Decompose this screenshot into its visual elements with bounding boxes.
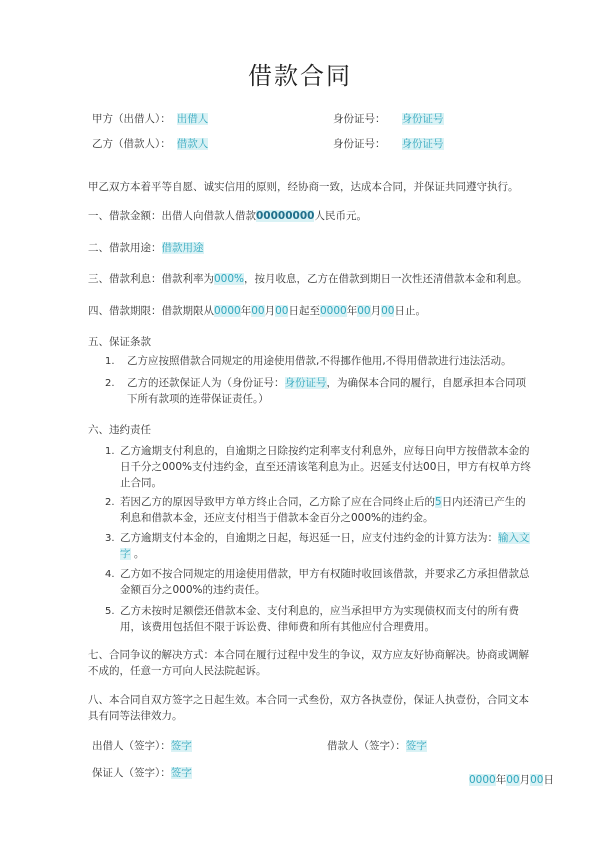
clause-interest bbox=[88, 272, 528, 287]
guarantee-heading: 五、保证条款 bbox=[88, 336, 151, 348]
borrower-id-row bbox=[333, 137, 444, 152]
purpose-prefix: 二、借款用途： bbox=[88, 242, 162, 254]
breach-text: 若因乙方的原因导致甲方单方终止合同，乙方除了应在合同终止后的 bbox=[120, 496, 435, 508]
date-day-field[interactable]: 00 bbox=[530, 774, 544, 786]
guarantee-item-1: 乙方应按照借款合同规定的用途使用借款,不得挪作他用,不得用借款进行违法活动。 bbox=[127, 355, 512, 367]
date-text: 月 bbox=[519, 774, 531, 786]
term-text: 月 bbox=[370, 305, 382, 317]
breach-heading: 六、违约责任 bbox=[88, 424, 151, 436]
breach-item-2-line-2: 利息和借款本金，还应支付相当于借款本金百分之000%的违约金。 bbox=[120, 512, 434, 524]
guarantee-item-number: 2. bbox=[105, 378, 115, 389]
interest-rate-field[interactable]: 000% bbox=[214, 273, 245, 285]
date-month-field[interactable]: 00 bbox=[506, 774, 520, 786]
breach-item-number: 2. bbox=[105, 497, 115, 508]
term-start-day[interactable]: 00 bbox=[275, 305, 289, 317]
lender-signature bbox=[92, 739, 192, 754]
clause-purpose bbox=[88, 241, 204, 256]
guarantor-id-field[interactable]: 身份证号 bbox=[284, 377, 327, 389]
lender-signature-label: 出借人（签字）： bbox=[92, 740, 171, 752]
breach-days-field[interactable]: 5 bbox=[435, 496, 442, 508]
date-text: 年 bbox=[495, 774, 507, 786]
term-text: 日止。 bbox=[394, 305, 426, 317]
borrower-label: 乙方（借款人）： bbox=[92, 138, 171, 150]
borrower-id-label: 身份证号： bbox=[333, 138, 386, 150]
effect-line-2: 具有同等法律效力。 bbox=[88, 710, 183, 722]
term-end-year[interactable]: 0000 bbox=[319, 305, 347, 317]
date-year-field[interactable]: 0000 bbox=[469, 774, 496, 786]
term-end-month[interactable]: 00 bbox=[357, 305, 371, 317]
breach-item-number: 3. bbox=[105, 533, 115, 544]
borrower-row bbox=[92, 137, 208, 152]
breach-item-number: 4. bbox=[105, 569, 115, 580]
dispute-line-1: 七、合同争议的解决方式：本合同在履行过程中发生的争议，双方应友好协商解决。协商或调解 bbox=[88, 649, 529, 661]
breach-item-4-line: 金额百分之000%的违约责任。 bbox=[120, 584, 266, 596]
breach-item-1-line: 日千分之000%支付违约金，直至还清该笔利息为止。迟延支付达00日，甲方有权单方终 bbox=[120, 461, 531, 473]
breach-item-2-line-1 bbox=[120, 495, 526, 510]
date-text: 日 bbox=[543, 774, 554, 786]
page-title: 借款合同 bbox=[248, 62, 352, 90]
dispute-line-2: 不成的，任意一方可向人民法院起诉。 bbox=[88, 665, 267, 677]
breach-item-3-line-1 bbox=[120, 531, 530, 546]
guarantee-item-2-line-1 bbox=[127, 376, 526, 391]
term-text: 日起至 bbox=[288, 305, 320, 317]
breach-item-5-line: 乙方未按时足额偿还借款本金、支付利息的，应当承担甲方为实现债权而支付的所有费 bbox=[120, 605, 519, 617]
lender-row bbox=[92, 112, 208, 127]
term-end-day[interactable]: 00 bbox=[381, 305, 395, 317]
term-start-year[interactable]: 0000 bbox=[214, 305, 241, 317]
interest-prefix: 三、借款利息：借款利率为 bbox=[88, 273, 214, 285]
guarantee-text: 乙方的还款保证人为（身份证号： bbox=[127, 377, 285, 389]
guarantor-signature-field[interactable]: 签字 bbox=[170, 767, 192, 779]
purpose-field[interactable]: 借款用途 bbox=[161, 242, 204, 254]
interest-suffix: ，按月收息，乙方在借款到期日一次性还清借款本金和利息。 bbox=[244, 273, 528, 285]
breach-item-5-line: 用，该费用包括但不限于诉讼费、律师费和所有其他应付合理费用。 bbox=[120, 621, 435, 633]
borrower-signature-label: 借款人（签字）： bbox=[327, 740, 406, 752]
breach-item-3-line-2 bbox=[120, 547, 144, 562]
intro-text: 甲乙双方本着平等自愿、诚实信用的原则，经协商一致，达成本合同，并保证共同遵守执行。 bbox=[88, 181, 519, 193]
breach-method-field[interactable]: 输入文 bbox=[498, 532, 530, 544]
breach-item-1-line: 止合同。 bbox=[120, 477, 162, 489]
amount-prefix: 一、借款金额：出借人向借款人借款 bbox=[88, 210, 256, 222]
guarantee-item-number: 1. bbox=[105, 356, 115, 367]
lender-id-row bbox=[333, 112, 444, 127]
term-text: 月 bbox=[264, 305, 276, 317]
borrower-field[interactable]: 借款人 bbox=[176, 138, 209, 150]
guarantee-text: ，为确保本合同的履行，自愿承担本合同项 bbox=[326, 377, 526, 389]
borrower-id-field[interactable]: 身份证号 bbox=[401, 138, 444, 150]
breach-method-field-cont[interactable]: 字 bbox=[120, 548, 131, 560]
lender-label: 甲方（出借人）： bbox=[92, 113, 171, 125]
term-text: 年 bbox=[346, 305, 358, 317]
lender-signature-field[interactable]: 签字 bbox=[170, 740, 192, 752]
sign-date bbox=[469, 773, 554, 788]
amount-suffix: 人民币元。 bbox=[314, 210, 367, 222]
breach-item-4-line: 乙方如不按合同规定的用途使用借款，甲方有权随时收回该借款，并要求乙方承担借款总 bbox=[120, 568, 530, 580]
breach-item-1-line: 乙方逾期支付利息的，自逾期之日除按约定利率支付利息外，应每日向甲方按借款本金的 bbox=[120, 445, 530, 457]
effect-line-1: 八、本合同自双方签字之日起生效。本合同一式叁份，双方各执壹份，保证人执壹份，合同文本 bbox=[88, 694, 529, 706]
breach-text: 。 bbox=[130, 548, 145, 560]
guarantee-item-2-line-2: 下所有款项的连带保证责任。） bbox=[127, 393, 269, 405]
borrower-signature-field[interactable]: 签字 bbox=[405, 740, 427, 752]
borrower-signature bbox=[327, 739, 427, 754]
lender-id-field[interactable]: 身份证号 bbox=[401, 113, 444, 125]
guarantor-signature bbox=[92, 766, 192, 781]
guarantor-signature-label: 保证人（签字）： bbox=[92, 767, 171, 779]
clause-term bbox=[88, 304, 426, 319]
clause-amount bbox=[88, 209, 367, 224]
lender-id-label: 身份证号： bbox=[333, 113, 386, 125]
amount-field[interactable]: 00000000 bbox=[256, 210, 315, 222]
term-start-month[interactable]: 00 bbox=[251, 305, 265, 317]
breach-text: 日内还清已产生的 bbox=[441, 496, 526, 508]
breach-item-number: 1. bbox=[105, 446, 115, 457]
lender-field[interactable]: 出借人 bbox=[176, 113, 209, 125]
breach-item-number: 5. bbox=[105, 606, 115, 617]
term-prefix: 四、借款期限：借款期限从 bbox=[88, 305, 214, 317]
breach-text: 乙方逾期支付本金的，自逾期之日起，每迟延一日，应支付违约金的计算方法为： bbox=[120, 532, 498, 544]
term-text: 年 bbox=[240, 305, 252, 317]
